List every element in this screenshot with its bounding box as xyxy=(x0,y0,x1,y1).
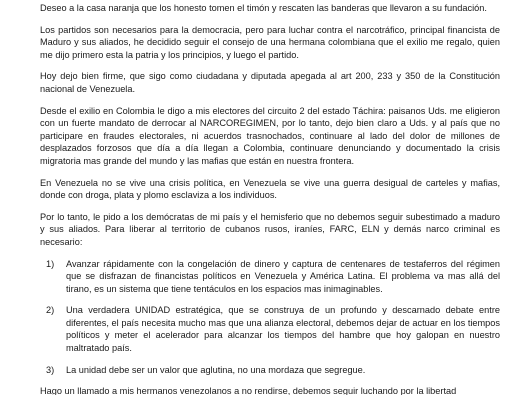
paragraph-6: Por lo tanto, le pido a los demócratas de mi país y el hemisferio que no debemos seguir subestimado a maduro y sus aliados. Para liberar al territorio de cubanos rusos, iraníes, FARC, ELN y demás narco criminal es necesario: xyxy=(40,211,500,247)
list-item xyxy=(40,364,500,377)
letter-body xyxy=(40,2,500,395)
list-item xyxy=(40,258,500,296)
paragraph-3: Hoy dejo bien firme, que sigo como ciudadana y diputada apegada al art 200, 233 y 350 de la Constitución nacional de Venezuela. xyxy=(40,71,500,94)
list-item-text: Una verdadera UNIDAD estratégica, que se construya de un profundo y descarnado debate entre diferentes, el país necesita mucho mas que una alianza electoral, debemos dejar de actuar en los tiempos políticos y meter el acelerador para alcanzar los tiempos del hambre que hoy galopan en nuestro maltratado país. xyxy=(66,305,500,354)
list-item-text: Avanzar rápidamente con la congelación de dinero y captura de centenares de testaferros del régimen que se disfrazan de financistas políticos en Venezuela y América Latina. El problema va mas allá del tirano, es un sistema que tiene tentáculos en los espacios mas inimaginables. xyxy=(66,258,500,294)
paragraph-4: Desde el exilio en Colombia le digo a mis electores del circuito 2 del estado Táchira: paisanos Uds. me eligieron con un fuerte mandato de derrocar al NARCOREGIMEN, por lo tanto, dejo bien claro a Uds. y al país que no participare en fraudes electorales, ni acuerdos trasnochados, continuare al lado del dolor de millones de desplazados forzosos que día a día llegan a Colombia, continuare denunciando y documentado la crisis migratoria mas grande del mundo y las mafias que están en nuestra frontera. xyxy=(40,105,500,166)
list-item-number: 2) xyxy=(46,305,55,316)
paragraph-2: Los partidos son necesarios para la democracia, pero para luchar contra el narcotráfico, principal financista de Maduro y sus aliados, he decidido seguir el consejo de una hermana colombiana que el exilio me regalo, quien me dijo primero esta la patria y los principios, y luego el partido. xyxy=(40,24,500,60)
list-item-number: 1) xyxy=(46,258,55,269)
paragraph-5: En Venezuela no se vive una crisis política, en Venezuela se vive una guerra desigual de carteles y mafias, donde con droga, plata y plomo esclaviza a los individuos. xyxy=(40,177,500,201)
paragraph-1: Deseo a la casa naranja que los honesto tomen el timón y rescaten las banderas que llevaron a su fundación. xyxy=(40,3,487,13)
numbered-list xyxy=(40,258,500,377)
list-item-text: La unidad debe ser un valor que aglutina, no una mordaza que segregue. xyxy=(66,364,366,375)
list-item xyxy=(40,304,500,354)
cutoff-line: Hago un llamado a mis hermanos venezolanos a no rendirse, debemos seguir luchando por la libertad xyxy=(40,386,457,396)
list-item-number: 3) xyxy=(46,364,55,375)
